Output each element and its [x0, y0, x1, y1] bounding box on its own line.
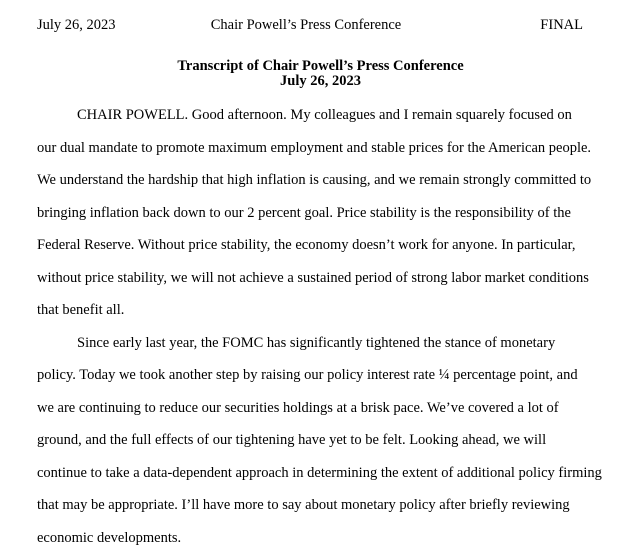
transcript-body: [37, 104, 597, 559]
paragraph-line: ground, and the full effects of our tightening have yet to be felt. Looking ahead, we will: [37, 429, 597, 462]
header-title: Chair Powell’s Press Conference: [37, 16, 583, 34]
paragraph-line: policy. Today we took another step by raising our policy interest rate ¼ percentage point, and: [37, 364, 597, 397]
running-header: [37, 16, 583, 34]
header-date: July 26, 2023: [37, 16, 116, 34]
paragraph-line: CHAIR POWELL. Good afternoon. My colleagues and I remain squarely focused on: [37, 104, 597, 137]
document-title: [0, 59, 641, 89]
paragraph-monetary-policy: [37, 332, 597, 559]
document-date-line: July 26, 2023: [0, 74, 641, 89]
paragraph-opening-statement: [37, 104, 597, 332]
paragraph-line: economic developments.: [37, 527, 597, 559]
paragraph-line: that may be appropriate. I’ll have more to say about monetary policy after briefly reviewing: [37, 494, 597, 527]
paragraph-line: that benefit all.: [37, 299, 597, 332]
header-status: FINAL: [540, 16, 583, 34]
paragraph-line: our dual mandate to promote maximum employment and stable prices for the American people.: [37, 137, 597, 170]
paragraph-line: without price stability, we will not achieve a sustained period of strong labor market conditions: [37, 267, 597, 300]
paragraph-line: we are continuing to reduce our securities holdings at a brisk pace. We’ve covered a lot of: [37, 397, 597, 430]
paragraph-line: Federal Reserve. Without price stability, the economy doesn’t work for anyone. In particular,: [37, 234, 597, 267]
paragraph-line: Since early last year, the FOMC has significantly tightened the stance of monetary: [37, 332, 597, 365]
paragraph-line: continue to take a data-dependent approach in determining the extent of additional policy firming: [37, 462, 597, 495]
paragraph-line: bringing inflation back down to our 2 percent goal. Price stability is the responsibility of the: [37, 202, 597, 235]
paragraph-line: We understand the hardship that high inflation is causing, and we remain strongly committed to: [37, 169, 597, 202]
document-title-line: Transcript of Chair Powell’s Press Conference: [0, 59, 641, 74]
